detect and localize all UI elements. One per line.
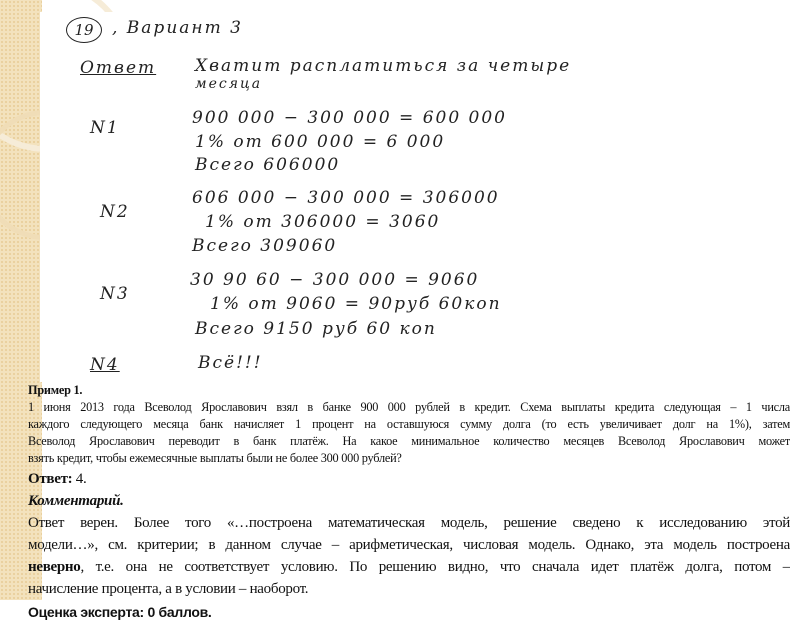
answer-value: 4. bbox=[72, 471, 87, 487]
step-label: N2 bbox=[100, 202, 130, 222]
comment-line-rest: , т.е. она не соответствует условию. По решению видно, что сначала идет платёж долга, потом – bbox=[80, 559, 790, 575]
hw-answer-text: Хватит расплатиться за четыре bbox=[195, 56, 572, 76]
step-line: 1% от 600 000 = 6 000 bbox=[195, 132, 446, 152]
step-label: N1 bbox=[90, 118, 120, 138]
expert-score: Оценка эксперта: 0 баллов. bbox=[28, 604, 212, 620]
step-line: 606 000 − 300 000 = 306000 bbox=[192, 188, 500, 208]
hw-answer-text: месяца bbox=[195, 76, 263, 92]
answer-row bbox=[28, 468, 790, 490]
step-line: Всего 9150 руб 60 коп bbox=[195, 319, 437, 339]
comment-line: Ответ верен. Более того «…построена математическая модель, решение сведено к исследованию этой bbox=[28, 515, 790, 531]
step-line: 1% от 9060 = 90руб 60коп bbox=[210, 294, 502, 314]
comment-label: Комментарий. bbox=[28, 493, 124, 509]
comment-line: модели…», см. критерии; в данном случае – арифметическая, числовая модель. Однако, эта модель построена bbox=[28, 537, 790, 553]
problem-line: каждого следующего месяца банк начисляет 1 процент на оставшуюся сумму долга (то есть увеличивает долг на 1%), затем bbox=[28, 417, 790, 431]
step-line: Всего 309060 bbox=[192, 236, 338, 256]
comment-line: начисление процента, а в условии – наоборот. bbox=[28, 581, 309, 597]
problem-line: Всеволод Ярославович переводит в банк платёж. На какое минимальное количество месяцев Всеволод Ярославович может bbox=[28, 434, 790, 448]
comment-bold: неверно bbox=[28, 559, 81, 575]
comment-line bbox=[28, 556, 790, 578]
task-number: 19 bbox=[66, 17, 102, 43]
example-title: Пример 1. bbox=[28, 383, 83, 397]
step-line: 1% от 306000 = 3060 bbox=[205, 212, 441, 232]
step-line: Всё!!! bbox=[198, 353, 263, 373]
problem-line: 1 июня 2013 года Всеволод Ярославович взял в банке 900 000 рублей в кредит. Схема выплаты кредита следующая – 1 числа bbox=[28, 400, 790, 414]
problem-line: взять кредит, чтобы ежемесячные выплаты были не более 300 000 рублей? bbox=[28, 451, 402, 465]
step-label: N3 bbox=[100, 284, 130, 304]
step-label: N4 bbox=[90, 355, 120, 375]
step-line: Всего 606000 bbox=[195, 155, 341, 175]
step-line: 900 000 − 300 000 = 600 000 bbox=[192, 108, 508, 128]
example-text bbox=[28, 382, 790, 623]
hw-answer-label: Ответ bbox=[80, 58, 157, 78]
step-line: 30 90 60 − 300 000 = 9060 bbox=[190, 270, 480, 290]
answer-label: Ответ: bbox=[28, 471, 73, 487]
variant-label: , Вариант 3 bbox=[112, 18, 243, 38]
